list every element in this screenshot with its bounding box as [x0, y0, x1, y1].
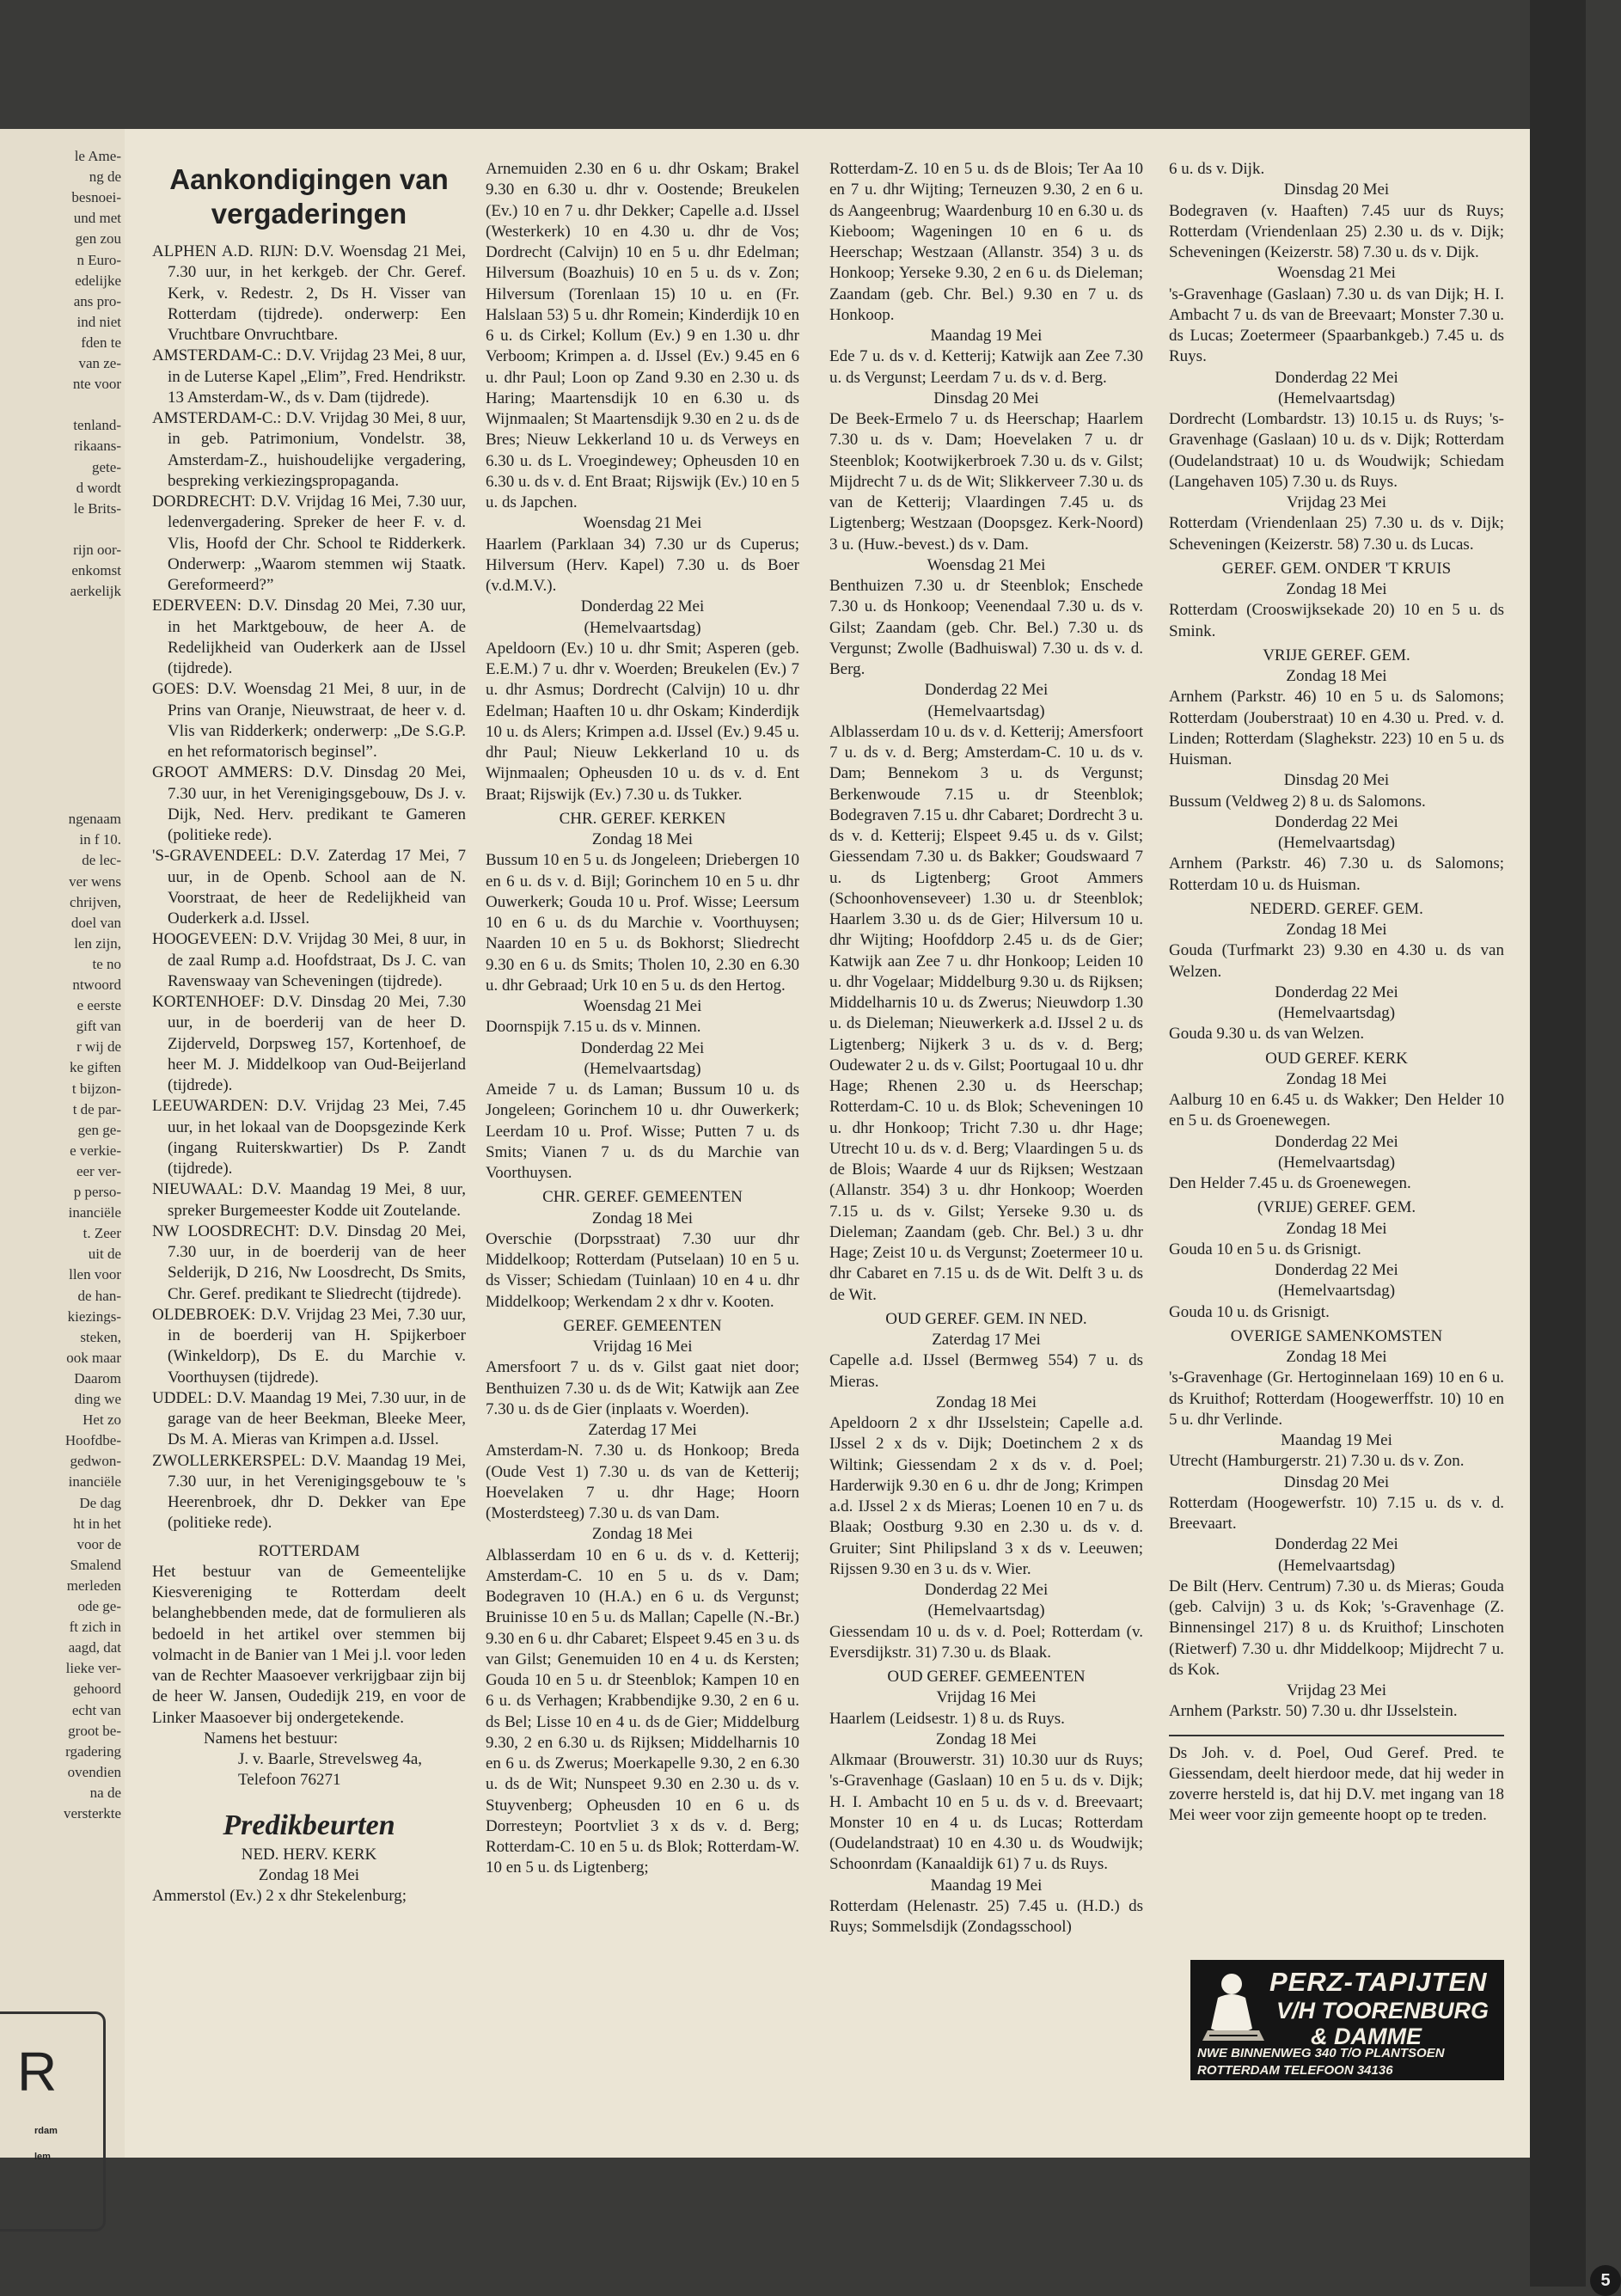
previous-page-line: rijn oor-	[73, 541, 121, 558]
day-heading: Maandag 19 Mei	[930, 327, 1043, 345]
church-heading: CHR. GEREF. KERKEN	[559, 809, 726, 828]
church-heading: NEDERD. GEREF. GEM.	[1250, 899, 1423, 918]
day-heading: Zondag 18 Mei	[1286, 1348, 1387, 1366]
day-heading: Donderdag 22 Mei	[1275, 1535, 1398, 1554]
service-text: Gouda 10 en 5 u. ds Grisnigt.	[1169, 1240, 1361, 1258]
day-heading: (Hemelvaartsdag)	[927, 701, 1045, 720]
announcement-place: OLDEBROEK:	[152, 1305, 256, 1324]
service-text: Amersfoort 7 u. ds v. Gilst gaat niet door; Benthuizen 7.30 u. ds de Wit; Katwijk aan Zee 7.30 u. ds de Gier (inplaats v. Woerden).	[486, 1358, 799, 1418]
day-heading: Donderdag 22 Mei	[1275, 1132, 1398, 1151]
column-services-2	[486, 159, 799, 1879]
day-heading: Zondag 18 Mei	[591, 830, 694, 848]
ad-phone: ROTTERDAM TELEFOON 34136	[1197, 2063, 1393, 2078]
previous-page-line: inanciële	[68, 1473, 121, 1491]
day-heading: (Hemelvaartsdag)	[584, 618, 701, 637]
day-heading: Donderdag 22 Mei	[1275, 812, 1398, 831]
service-text: Rotterdam (Crooswijksekade 20) 10 en 5 u. ds Smink.	[1169, 601, 1504, 640]
previous-page-line: ntwoord	[72, 977, 121, 993]
church-heading: CHR. GEREF. GEMEENTEN	[542, 1188, 743, 1207]
service-text: Gouda (Turfmarkt 23) 9.30 en 4.30 u. ds van Welzen.	[1169, 941, 1504, 981]
announcement-text: D.V. Woensdag 21 Mei, 8 uur, in de Prins van Oranje, Nieuwstraat, de heer v. d. Vlis van Ridderkerk; onderwerp: „De S.G.P. en het reformatorisch beginsel”.	[168, 680, 466, 761]
previous-page-line: ngenaam	[68, 811, 121, 828]
previous-page-line: t bijzon-	[71, 1080, 121, 1097]
announcement-text: D.V. Vrijdag 30 Mei, 8 uur, in de zaal Rump a.d. Hoofdstraat, Ds J. C. van Ravenswaay van Scheveningen (tijdrede).	[168, 930, 467, 990]
column-announcements	[152, 159, 466, 1907]
announcement-list	[152, 242, 466, 1534]
announcement-text: D.V. Vrijdag 23 Mei, 7.30 uur, in de boerderij van H. Spijkerboer (Winkeldorp), Ds E. du Marchie v. Voorthuysen (tijdrede).	[168, 1305, 466, 1387]
announcement-entry	[152, 929, 466, 992]
announcements-title: Aankondigingen van vergaderingen	[169, 163, 449, 230]
previous-page-line: ke giften	[70, 1059, 121, 1076]
announcement-place: DORDRECHT:	[152, 493, 256, 511]
day-heading: (Hemelvaartsdag)	[1277, 389, 1396, 407]
signoff-line: Telefoon 76271	[238, 1771, 341, 1790]
previous-page-ad-line: lem	[34, 2152, 51, 2162]
service-text: Aalburg 10 en 6.45 u. ds Wakker; Den Helder 10 en 5 u. ds Groenewegen.	[1169, 1091, 1504, 1130]
rotterdam-heading: ROTTERDAM	[258, 1541, 360, 1560]
column-services-3	[829, 159, 1143, 1938]
previous-page-line: de han-	[77, 1287, 121, 1304]
announcement-text: D.V. Vrijdag 23 Mei, 8 uur, in de Luterse Kapel „Elim”, Fred. Hendrikstr. 13 Amsterdam-W., ds v. Dam (tijdrede).	[168, 346, 466, 407]
day-heading: Zondag 18 Mei	[935, 1393, 1037, 1411]
announcement-entry	[152, 679, 466, 762]
previous-page-line: Het zo	[83, 1411, 121, 1429]
announcement-text: D.V. Zaterdag 17 Mei, 7 uur, in de Openb. School aan de N. Voorstraat, de heer de Redelijkheid van Ouderkerk a.d. IJssel.	[168, 847, 466, 928]
newspaper-page	[125, 129, 1611, 2290]
previous-page-line: doel van	[70, 914, 121, 931]
previous-page-ad-letter: R	[17, 2041, 58, 2103]
day-heading: Woensdag 21 Mei	[1277, 264, 1396, 283]
church-heading: GEREF. GEM. ONDER 'T KRUIS	[1221, 559, 1452, 578]
service-text: Alblasserdam 10 u. ds v. d. Ketterij; Amersfoort 7 u. ds v. d. Berg; Amsterdam-C. 10 u. ds v. Dam; Bennekom 3 u. ds Vergunst; Berkenwoude 7.15 u. dr Steenblok; Bodegraven 7.15 u. dhr Cabaret; Dordrecht 3 u. ds v. d. Ketterij; Elspeet 9.45 u. ds v. Gilst; Giessendam 7.30 u. ds Bakker; Goudswaard 7 u. ds Ligtenberg; Groot Ammers (Schoonhovenseveer) 1.30 u. dr Steenblok; Haarlem 3.30 u. ds de Gier; Hilversum 10 u. dhr Wijting; Hoofddorp 2.45 u. ds de Gier; Katwijk aan Zee 7 u. dhr Honkoop; Leiden 10 u. dhr Vogelaar; Middelburg 9.30 u. ds Rijksen; Middelharnis 10 u. ds Zwerus; Nieuwdorp 1.30 u. ds Dieleman; Nieuwerkerk a.d. IJssel 2 u. ds Ligtenberg; Nijkerk 3 u. ds v. d. Berg; Oudewater 2 u. ds v. Gilst; Poortugaal 10 u. dhr Hage; Rhenen 2.30 u. ds Heerschap; Rotterdam-C. 10 u. ds Blok; Scheveningen 10 u. dhr Honkoop; Tricht 7.30 u. dhr Hage; Utrecht 10 u. ds v. d. Berg; Vlaardingen 5 u. ds de Blois; Waarde 4 uur ds Rijksen; Westzaan (Allanstr. 354) 3 u. dhr Honkoop; Woerden 7.15 u. ds v. Gilst; Yerseke 9.30 u. ds Dieleman; Zaandam (geb. Chr. Bel.) 3 u. dhr Hage; Zeist 10 u. ds Vergunst; Zoetermeer 10 u. dhr Cabaret en 7.15 u. ds de Wit. Delft 3 u. ds de Wit.	[829, 722, 1143, 1304]
service-text: Dordrecht (Lombardstr. 13) 10.15 u. ds Ruys; 's-Gravenhage (Gaslaan) 10 u. ds v. Dijk; Rotterdam (Oudelandstraat) 10 u. ds Woudwijk; Schiedam (Langehaven 105) 7.30 u. ds Ruys.	[1169, 410, 1504, 491]
service-text: Benthuizen 7.30 u. dr Steenblok; Enschede 7.30 u. ds Honkoop; Veenendaal 7.30 u. ds v. Gilst; Zaandam (geb. Chr. Bel.) 7.30 u. ds Vergunst; Zwolle (Badhuiswal) 7.30 u. ds v. d. Berg.	[829, 577, 1143, 678]
announcement-place: AMSTERDAM-C.:	[152, 409, 282, 427]
column-services-4	[1169, 159, 1504, 1827]
announcement-text: D.V. Maandag 19 Mei, 7.30 uur, in de garage van de heer Beekman, Bleeke Meer, Ds M. A. Mieras van Krimpen a.d. IJssel.	[168, 1388, 467, 1449]
service-text: Utrecht (Hamburgerstr. 21) 7.30 u. ds v. Zon.	[1169, 1452, 1465, 1471]
previous-page-line: e verkie-	[70, 1142, 121, 1159]
announcement-place: AMSTERDAM-C.:	[152, 346, 282, 365]
service-text: Overschie (Dorpsstraat) 7.30 uur dhr Middelkoop; Rotterdam (Putselaan) 10 en 5 u. ds Visser; Schiedam (Tuinlaan) 10 en 4 u. dhr Middelkoop; Werkendam 2 x dhr v. Kooten.	[486, 1229, 799, 1311]
day-heading: Zondag 18 Mei	[591, 1525, 694, 1544]
day-heading: Dinsdag 20 Mei	[933, 389, 1039, 407]
previous-page-line: t. Zeer	[83, 1225, 121, 1242]
service-text: Ede 7 u. ds v. d. Ketterij; Katwijk aan Zee 7.30 u. ds Vergunst; Leerdam 7 u. ds v. d. Berg.	[829, 347, 1143, 387]
day-heading: (Hemelvaartsdag)	[1277, 834, 1396, 852]
previous-page-line: d wordt	[76, 479, 121, 496]
previous-page-line: ht in het	[73, 1515, 121, 1532]
carpet-seller-figure-icon	[1199, 1968, 1268, 2044]
service-text: De Bilt (Herv. Centrum) 7.30 u. ds Mieras; Gouda (geb. Calvijn) 3 u. ds Kok; 's-Gravenhage (Z. Binnensingel 217) 8 u. ds Kruithof; Linschoten (Rietwerf) 7.30 u. dhr Middelkoop; Mijdrecht 7 u. ds Kok.	[1169, 1577, 1504, 1679]
day-heading: Donderdag 22 Mei	[1275, 1261, 1398, 1279]
signoff-line: J. v. Baarle, Strevelsweg 4a,	[238, 1750, 423, 1768]
previous-page-line: fden te	[81, 334, 121, 351]
announcement-place: KORTENHOEF:	[152, 993, 265, 1011]
announcement-entry	[152, 1451, 466, 1534]
announcement-place: LEEUWARDEN:	[152, 1097, 269, 1116]
announcement-place: EDERVEEN:	[152, 597, 242, 615]
announcement-entry	[152, 492, 466, 596]
day-heading: Dinsdag 20 Mei	[1283, 771, 1390, 790]
church-heading: (VRIJE) GEREF. GEM.	[1257, 1198, 1416, 1217]
previous-page-line: e eerste	[76, 997, 121, 1014]
announcement-place: 'S-GRAVENDEEL:	[152, 847, 282, 866]
previous-page-line: na de	[89, 1784, 121, 1801]
previous-page-line: ans pro-	[73, 292, 121, 309]
previous-page-line: eer ver-	[76, 1162, 121, 1179]
service-text: Alkmaar (Brouwerstr. 31) 10.30 uur ds Ruys; 's-Gravenhage (Gaslaan) 10 en 5 u. ds v. Dijk; H. I. Ambacht 10 en 5 u. ds v. d. Breevaart; Monster 10 en 4 u. ds Lucas; Rotterdam (Oudelandstraat) 10 en 4.30 u. ds Woudwijk; Schoonrdam (Kanaaldijk 61) 7 u. ds Ruys.	[829, 1751, 1143, 1874]
previous-page-line: ver wens	[69, 872, 121, 890]
service-text: Arnemuiden 2.30 en 6 u. dhr Oskam; Brakel 9.30 en 6.30 u. dhr v. Oostende; Breukelen (Ev.) 10 en 7 u. dhr Dekker; Capelle a.d. IJssel (Westerkerk) 10 en 4.30 u. dhr de Vos; Dordrecht (Calvijn) 10 en 5 u. dhr Edelman; Hilversum (Boazhuis) 10 en 5 u. ds v. Zon; Hilversum (Torenlaan 15) 10 u. en (Fr. Halslaan 53) 5 u. dhr Romein; Kinderdijk 10 en 6 u. ds Cirkel; Kollum (Ev.) 9 en 1.30 u. dhr Verboom; Krimpen a. d. IJssel (Ev.) 9.45 en 6 u. dhr Paul; Loon op Zand 9.30 en 2.30 u. ds Haring; Maartensdijk 10 en 6.30 u. ds Wijnmaalen; St Maartensdijk 9.30 en 2 u. ds de Bres; Nieuw Lekkerland 10 u. ds Verweys en 6.30 u. ds L. Vroegindewey; Opheusden 10 en 6.30 u. ds v. d. Ent Braat; Rijswijk (Ev.) 10 en 5 u. ds Japchen.	[486, 160, 799, 511]
service-text: Ammerstol (Ev.) 2 x dhr Stekelenburg;	[152, 1887, 407, 1906]
service-text: Capelle a.d. IJssel (Bermweg 554) 7 u. ds Mieras.	[829, 1351, 1143, 1391]
service-text: Arnhem (Parkstr. 46) 10 en 5 u. ds Salomons; Rotterdam (Jouberstraat) 10 en 4.30 u. Pred. v. d. Linden; Rotterdam (Slaghekstr. 223) 10 en 5 u. ds Huisman.	[1169, 688, 1504, 768]
previous-page-strip	[0, 129, 126, 2162]
previous-page-line: rgadering	[65, 1742, 121, 1760]
day-heading: Zondag 18 Mei	[591, 1209, 694, 1228]
day-heading: Zondag 18 Mei	[1286, 580, 1387, 598]
previous-page-line: le Brits-	[73, 499, 121, 517]
service-text: 's-Gravenhage (Gr. Hertoginnelaan 169) 10 en 6 u. ds Kruithof; Rotterdam (Hoogewerffstr. 10) 10 en 5 u. dhr Verlinde.	[1169, 1368, 1504, 1429]
day-heading: Donderdag 22 Mei	[924, 1581, 1049, 1599]
previous-page-line: ode ge-	[77, 1598, 121, 1614]
announcement-place: NW LOOSDRECHT:	[152, 1221, 300, 1240]
previous-page-line: gen ge-	[77, 1121, 121, 1138]
previous-page-line: inanciële	[68, 1204, 121, 1221]
announcement-place: UDDEL:	[152, 1388, 212, 1407]
previous-page-line: besnoei-	[71, 189, 121, 206]
previous-page-line: echt van	[71, 1701, 121, 1718]
announcement-text: D.V. Maandag 19 Mei, 8 uur, spreker Burgemeester Kodde uit Zoutelande.	[168, 1180, 467, 1220]
service-text: Giessendam 10 u. ds v. d. Poel; Rotterdam (v. Eversdijkstr. 31) 7.30 u. ds Blaak.	[829, 1622, 1143, 1662]
day-heading: Vrijdag 23 Mei	[1286, 1681, 1386, 1699]
predikbeurten-title: Predikbeurten	[223, 1809, 395, 1841]
announcement-entry	[152, 1179, 466, 1221]
notice-text: Ds Joh. v. d. Poel, Oud Geref. Pred. te Giessendam, deelt hierdoor mede, dat hij weder in zoverre hersteld is, dat hij D.V. met ingang van 18 Mei weer voor zijn gemeente hoopt op te treden.	[1169, 1743, 1504, 1825]
previous-page-line: ook maar	[66, 1349, 121, 1366]
service-text: Arnhem (Parkstr. 50) 7.30 u. dhr IJsselstein.	[1169, 1702, 1458, 1721]
previous-page-line: ng de	[89, 168, 121, 186]
signoff-line: Namens het bestuur:	[204, 1729, 339, 1748]
previous-page-line: van ze-	[78, 355, 121, 371]
previous-page-line: ovendien	[67, 1763, 121, 1780]
announcement-place: ALPHEN A.D. RIJN:	[152, 242, 299, 260]
day-heading: Zondag 18 Mei	[1286, 1219, 1387, 1238]
announcement-entry	[152, 1221, 466, 1305]
previous-page-line: rikaans-	[74, 438, 121, 455]
previous-page-line: llen voor	[69, 1266, 121, 1283]
church-heading: OUD GEREF. KERK	[1265, 1049, 1408, 1068]
service-text: Haarlem (Leidsestr. 1) 8 u. ds Ruys.	[829, 1709, 1065, 1728]
previous-page-line: ind niet	[76, 313, 121, 330]
service-text: Rotterdam (Helenastr. 25) 7.45 u. (H.D.) ds Ruys; Sommelsdijk (Zondagsschool)	[829, 1896, 1143, 1936]
previous-page-line: Hoofdbe-	[64, 1432, 121, 1449]
day-heading: (Hemelvaartsdag)	[584, 1059, 701, 1078]
previous-page-line: kiezings-	[67, 1307, 121, 1325]
announcement-text: D.V. Vrijdag 23 Mei, 7.45 uur, in het lokaal van de Doopsgezinde Kerk (ingang Ruiterskwartier) Ds P. Zandt (tijdrede).	[168, 1097, 466, 1178]
church-heading: OVERIGE SAMENKOMSTEN	[1230, 1326, 1443, 1345]
day-heading: Zondag 18 Mei	[935, 1730, 1037, 1748]
service-text: Gouda 10 u. ds Grisnigt.	[1169, 1302, 1330, 1321]
day-heading: Zondag 18 Mei	[1286, 921, 1387, 939]
day-heading: Maandag 19 Mei	[930, 1876, 1043, 1895]
day-heading: Woensdag 21 Mei	[583, 997, 702, 1015]
day-heading: (Hemelvaartsdag)	[927, 1601, 1045, 1620]
service-text: Rotterdam (Hoogewerfstr. 10) 7.15 u. ds v. d. Breevaart.	[1169, 1493, 1504, 1533]
previous-page-line: voor de	[76, 1535, 121, 1552]
ad-line-1: PERZ-TAPIJTEN	[1269, 1967, 1488, 1997]
day-heading: Zondag 18 Mei	[258, 1866, 360, 1884]
previous-page-line: tenland-	[73, 417, 121, 434]
service-text: Bussum 10 en 5 u. ds Jongeleen; Driebergen 10 en 6 u. ds v. d. Bijl; Gorinchem 10 en 5 u. dhr Ouwerkerk; Gouda 10 u. Prof. Wisse; Leersum 10 en 6 u. ds du Marchie v. Voorthuysen; Naarden 10 en 5 u. ds Bokhorst; Sliedrecht 9.30 en 6 u. ds Smits; Tholen 10, 2.30 en 6.30 u. dhr Gebraad; Urk 10 en 5 u. ds den Hertog.	[486, 851, 799, 995]
day-heading: (Hemelvaartsdag)	[1277, 1004, 1396, 1022]
service-text: 6 u. ds v. Dijk.	[1169, 160, 1265, 178]
day-heading: Vrijdag 23 Mei	[1286, 493, 1386, 511]
previous-page-line: De dag	[79, 1494, 121, 1511]
announcement-entry	[152, 1305, 466, 1388]
announcement-place: GROOT AMMERS:	[152, 763, 293, 782]
service-text: Rotterdam-Z. 10 en 5 u. ds de Blois; Ter Aa 10 en 7 u. dhr Wijting; Terneuzen 9.30, 2 en 6 u. ds Aangeenbrug; Waardenburg 10 en 6.30 u. ds Kieboom; Wageningen 10 en 6 u. ds Heerschap; Westzaan (Allanstr. 354) 3 u. ds Honkoop; Yerseke 9.30, 2 en 6 u. ds Dieleman; Zaandam (geb. Chr. Bel.) 9.30 en 7 u. ds Honkoop.	[829, 160, 1143, 324]
announcement-entry	[152, 992, 466, 1096]
announcement-entry	[152, 242, 466, 346]
previous-page-line: groot be-	[68, 1722, 121, 1739]
previous-page-line: aagd, dat	[68, 1639, 121, 1656]
announcement-entry	[152, 762, 466, 846]
previous-page-line: te no	[92, 955, 121, 972]
advertisement-perz-tapijten	[1190, 1960, 1504, 2080]
day-heading: Donderdag 22 Mei	[1275, 368, 1398, 387]
service-text: Apeldoorn (Ev.) 10 u. dhr Smit; Asperen (geb. E.E.M.) 7 u. dhr v. Woerden; Breukelen (Ev.) 7 u. dhr Asmus; Dordrecht (Calvijn) 10 u. dhr Edelman; Haaften 10 u. dhr Oskam; Kinderdijk 10 u. ds Alers; Krimpen a.d. IJssel (Ev.) 9.45 u. dhr Paul; Nieuw Lekkerland 10 u. ds Wijnmaalen; Opheusden 10 u. ds v. d. Ent Braat; Rijswijk (Ev.) 7.30 u. ds Tukker.	[486, 639, 799, 804]
ad-line-2: V/H TOORENBURG	[1276, 1998, 1489, 2024]
announcement-entry	[152, 596, 466, 679]
previous-page-line: steken,	[80, 1328, 121, 1345]
previous-page-line: r wij de	[76, 1038, 121, 1056]
previous-page-line: edelijke	[75, 272, 121, 289]
service-text: Arnhem (Parkstr. 46) 7.30 u. ds Salomons; Rotterdam 10 u. ds Huisman.	[1169, 854, 1504, 894]
previous-page-line: in f 10.	[79, 831, 121, 848]
announcement-text: D.V. Woensdag 21 Mei, 7.30 uur, in het kerkgeb. der Chr. Geref. Kerk, v. Redestr. 2, Ds H. Visser van Rotterdam (tijdrede). onderwerp: Een Vruchtbare Onvruchtbare.	[168, 242, 466, 344]
announcement-text: D.V. Maandag 19 Mei, 7.30 uur, in het Verenigingsgebouw te 's Heerenbroek, dhr D. Dekker van Epe (politieke rede).	[168, 1451, 466, 1533]
day-heading: Dinsdag 20 Mei	[1283, 181, 1390, 199]
previous-page-line: chrijven,	[70, 893, 121, 910]
announcement-place: GOES:	[152, 680, 199, 699]
day-heading: Zaterdag 17 Mei	[932, 1331, 1041, 1349]
service-text: Den Helder 7.45 u. ds Groenewegen.	[1169, 1174, 1411, 1192]
previous-page-line: gete-	[92, 458, 121, 475]
day-heading: Maandag 19 Mei	[1281, 1431, 1392, 1449]
day-heading: Woensdag 21 Mei	[583, 514, 702, 533]
church-heading: OUD GEREF. GEMEENTEN	[887, 1668, 1086, 1686]
previous-page-ad-line: rdam	[34, 2126, 58, 2136]
page-number: 5	[1590, 2265, 1621, 2296]
service-text: Gouda 9.30 u. ds van Welzen.	[1169, 1025, 1365, 1044]
previous-page-line: p perso-	[73, 1184, 121, 1200]
previous-page-line: und met	[73, 210, 121, 227]
previous-page-line: gedwon-	[70, 1453, 121, 1470]
service-text: Alblasserdam 10 en 6 u. ds v. d. Ketterij; Amsterdam-C. 10 en 5 u. ds v. Dam; Bodegraven 10 (H.A.) en 6 u. ds Vergunst; Bruinisse 10 en 5 u. ds Mallan; Capelle (N.-Br.) 9.30 en 6 u. dhr Cabaret; Elspeet 9.45 en 3 u. ds van Gilst; Genemuiden 10 en 4 u. ds Kersten; Gouda 10 en 5 u. dr Steenblok; Kampen 10 en 6 u. ds Verhagen; Krabbendijke 9.30, 2 en 6 u. ds Bel; Lisse 10 en 4 u. ds de Gier; Middelburg 9.30, 2 en 6.30 u. ds Rijksen; Middelharnis 10 en 6 u. ds Zwerus; Moerkapelle 9.30, 2 en 6.30 u. ds de Wit; Nunspeet 9.30 en 2.30 u. ds v. Stuyvenberg; Opheusden 10 en 6 u. ds Dorresteyn; Poortvliet 3 x ds v. d. Berg; Rotterdam-C. 10 en 5 u. ds Blok; Rotterdam-W. 10 en 5 u. ds Ligtenberg;	[486, 1546, 799, 1877]
service-text: 's-Gravenhage (Gaslaan) 7.30 u. ds van Dijk; H. I. Ambacht 7 u. ds van de Breevaart; Monster 7.30 u. ds Lucas; Zoetermeer (Spaarbankgeb.) 7.45 u. ds Ruys.	[1169, 285, 1504, 366]
previous-page-line: Daarom	[74, 1369, 121, 1387]
service-text: Doornspijk 7.15 u. ds v. Minnen.	[486, 1018, 701, 1037]
previous-page-line: de lec-	[82, 852, 121, 869]
announcement-entry	[152, 346, 466, 408]
rotterdam-text: Het bestuur van de Gemeentelijke Kiesvereniging te Rotterdam deelt belanghebbenden mede, dat de formulieren als bedoeld in het artikel over stemmen bij volmacht in de Banier van 1 Mei j.l. voor leden van de Rechter Maasoever verkrijgbaar zijn bij de heer W. Jansen, Oudedijk 219, en voor de Linker Maasoever bij ondergetekende.	[152, 1562, 466, 1727]
church-heading: OUD GEREF. GEM. IN NED.	[885, 1309, 1087, 1328]
background-right	[1530, 0, 1586, 2287]
day-heading: (Hemelvaartsdag)	[1277, 1282, 1396, 1301]
day-heading: Donderdag 22 Mei	[924, 681, 1049, 700]
service-text: Bussum (Veldweg 2) 8 u. ds Salomons.	[1169, 792, 1426, 811]
previous-page-line: nte voor	[72, 376, 121, 393]
announcement-entry	[152, 1388, 466, 1451]
day-heading: Vrijdag 16 Mei	[592, 1338, 693, 1356]
notice-poel	[1169, 1735, 1504, 1827]
previous-page-line: len zijn,	[74, 934, 121, 952]
previous-page-line: ding we	[74, 1391, 121, 1407]
previous-page-line: le Ame-	[74, 148, 121, 164]
announcement-entry	[152, 1096, 466, 1179]
announcement-text: D.V. Dinsdag 20 Mei, 7.30 uur, in de boerderij van de heer Selderijk, D 216, Nw Loosdrecht, Ds Smits, Chr. Geref. predikant te Sliedrecht (tijdrede).	[168, 1221, 466, 1303]
day-heading: Donderdag 22 Mei	[580, 1038, 705, 1057]
church-heading: VRIJE GEREF. GEM.	[1263, 646, 1410, 664]
day-heading: Donderdag 22 Mei	[580, 597, 705, 616]
ad-line-3: & DAMME	[1311, 2024, 1422, 2049]
previous-page-line: Smalend	[70, 1556, 121, 1573]
announcement-text: D.V. Dinsdag 20 Mei, 7.30 uur, in het Verenigingsgebouw, Ds J. v. Dijk, Ned. Herv. predikant te Gameren (politieke rede).	[168, 763, 467, 844]
previous-page-line: merleden	[66, 1577, 121, 1594]
previous-page-ad-box	[0, 2011, 106, 2232]
service-text: Ameide 7 u. ds Laman; Bussum 10 u. ds Jongeleen; Gorinchem 10 u. dhr Ouwerkerk; Leerdam 10 u. Prof. Wisse; Putten 7 u. ds Smits; Vianen 7 u. ds du Marchie van Voorthuysen.	[486, 1081, 799, 1182]
announcement-place: ZWOLLERKERSPEL:	[152, 1451, 306, 1470]
day-heading: Vrijdag 16 Mei	[936, 1688, 1037, 1707]
church-heading: NED. HERV. KERK	[241, 1845, 377, 1864]
previous-page-line: aerkelijk	[70, 583, 121, 600]
previous-page-line: gen zou	[75, 230, 121, 248]
service-text: Apeldoorn 2 x dhr IJsselstein; Capelle a.d. IJssel 2 x ds v. Dijk; Doetinchem 2 x ds Wiltink; Giessendam 2 x ds v. d. Poel; Harderwijk 9.30 en 6 u. dhr de Jong; Krimpen a.d. IJssel 2 x ds Mieras; Loenen 10 en 7 u. ds Blaak; Oostburg 9.30 en 2.30 u. ds v. d. Gruiter; Sint Philipsland 3 x ds v. Leeuwen; Rijssen 9.30 en 3 u. ds v. Wier.	[829, 1414, 1143, 1578]
announcement-place: NIEUWAAL:	[152, 1180, 243, 1199]
day-heading: Donderdag 22 Mei	[1275, 983, 1398, 1001]
day-heading: (Hemelvaartsdag)	[1277, 1556, 1396, 1575]
service-text: Amsterdam-N. 7.30 u. ds Honkoop; Breda (Oude Vest 1) 7.30 u. ds van de Ketterij; Hoevelaken 7 u. dhr Hage; Hoorn (Mosterdsteeg) 7.30 u. ds van Dam.	[486, 1442, 799, 1522]
previous-page-line: n Euro-	[76, 251, 121, 268]
service-list	[1169, 159, 1504, 1723]
service-text: De Beek-Ermelo 7 u. ds Heerschap; Haarlem 7.30 u. ds v. Dam; Hoevelaken 7 u. dr Steenblok; Kootwijkerbroek 7.30 u. ds v. Gilst; Mijdrecht 7 u. ds de Wit; Slikkerveer 7.30 u. ds van de Ketterij; Vlaardingen 7.45 u. ds Ligtenberg; Westzaan (Doopsgez. Kerk-Noord) 3 u. (Huw.-bevest.) ds v. Dam.	[829, 410, 1143, 554]
service-text: Haarlem (Parklaan 34) 7.30 ur ds Cuperus; Hilversum (Herv. Kapel) 7.30 u. ds Boer (v.d.M.V.).	[486, 535, 799, 595]
announcement-text: D.V. Vrijdag 30 Mei, 8 uur, in geb. Patrimonium, Vondelstr. 38, Amsterdam-Z., huishoudelijke vergadering, bespreking verkiezingspropaganda.	[168, 409, 466, 490]
day-heading: (Hemelvaartsdag)	[1277, 1153, 1396, 1172]
announcement-entry	[152, 846, 466, 929]
previous-page-line: ft zich in	[69, 1619, 121, 1636]
day-heading: Dinsdag 20 Mei	[1283, 1473, 1390, 1491]
day-heading: Zondag 18 Mei	[1286, 667, 1387, 685]
previous-page-line: gehoord	[73, 1681, 121, 1698]
service-text: Bodegraven (v. Haaften) 7.45 uur ds Ruys; Rotterdam (Vriendenlaan 25) 2.30 u. ds v. Dijk; Scheveningen (Keizerstr. 58) 7.30 u. ds v. Dijk.	[1169, 201, 1504, 261]
previous-page-line: lieke ver-	[65, 1660, 121, 1677]
day-heading: Zondag 18 Mei	[1286, 1069, 1387, 1088]
previous-page-line: enkomst	[71, 562, 121, 579]
announcement-entry	[152, 408, 466, 492]
service-text: Rotterdam (Vriendenlaan 25) 7.30 u. ds v. Dijk; Scheveningen (Keizerstr. 58) 7.30 u. ds Lucas.	[1169, 514, 1504, 554]
previous-page-line: uit de	[88, 1246, 121, 1263]
announcement-text: D.V. Vrijdag 16 Mei, 7.30 uur, ledenvergadering. Spreker de heer F. v. d. Vlis, Hoofd der Chr. School te Ridderkerk. Onderwerp: „Waarom stemmen wij Staatk. Gereformeerd?”	[168, 493, 466, 594]
day-heading: Zaterdag 17 Mei	[588, 1421, 697, 1439]
ad-address: NWE BINNENWEG 340 T/O PLANTSOEN	[1197, 2046, 1445, 2060]
previous-page-line: gift van	[76, 1018, 121, 1035]
previous-page-line: versterkte	[63, 1805, 121, 1821]
announcement-text: D.V. Dinsdag 20 Mei, 7.30 uur, in de boerderij van de heer D. Zijderveld, Dorpsweg 157, Kortenhoef, de heer M. J. Middelkoop van Oud-Beijerland (tijdrede).	[168, 993, 466, 1094]
previous-page-line: t de par-	[72, 1100, 121, 1117]
announcement-text: D.V. Dinsdag 20 Mei, 7.30 uur, in het Marktgebouw, de heer A. de Redelijkheid van Ouderkerk aan de IJssel (tijdrede).	[168, 597, 466, 677]
day-heading: Woensdag 21 Mei	[927, 555, 1046, 574]
announcement-place: HOOGEVEEN:	[152, 930, 258, 949]
church-heading: GEREF. GEMEENTEN	[563, 1316, 722, 1335]
